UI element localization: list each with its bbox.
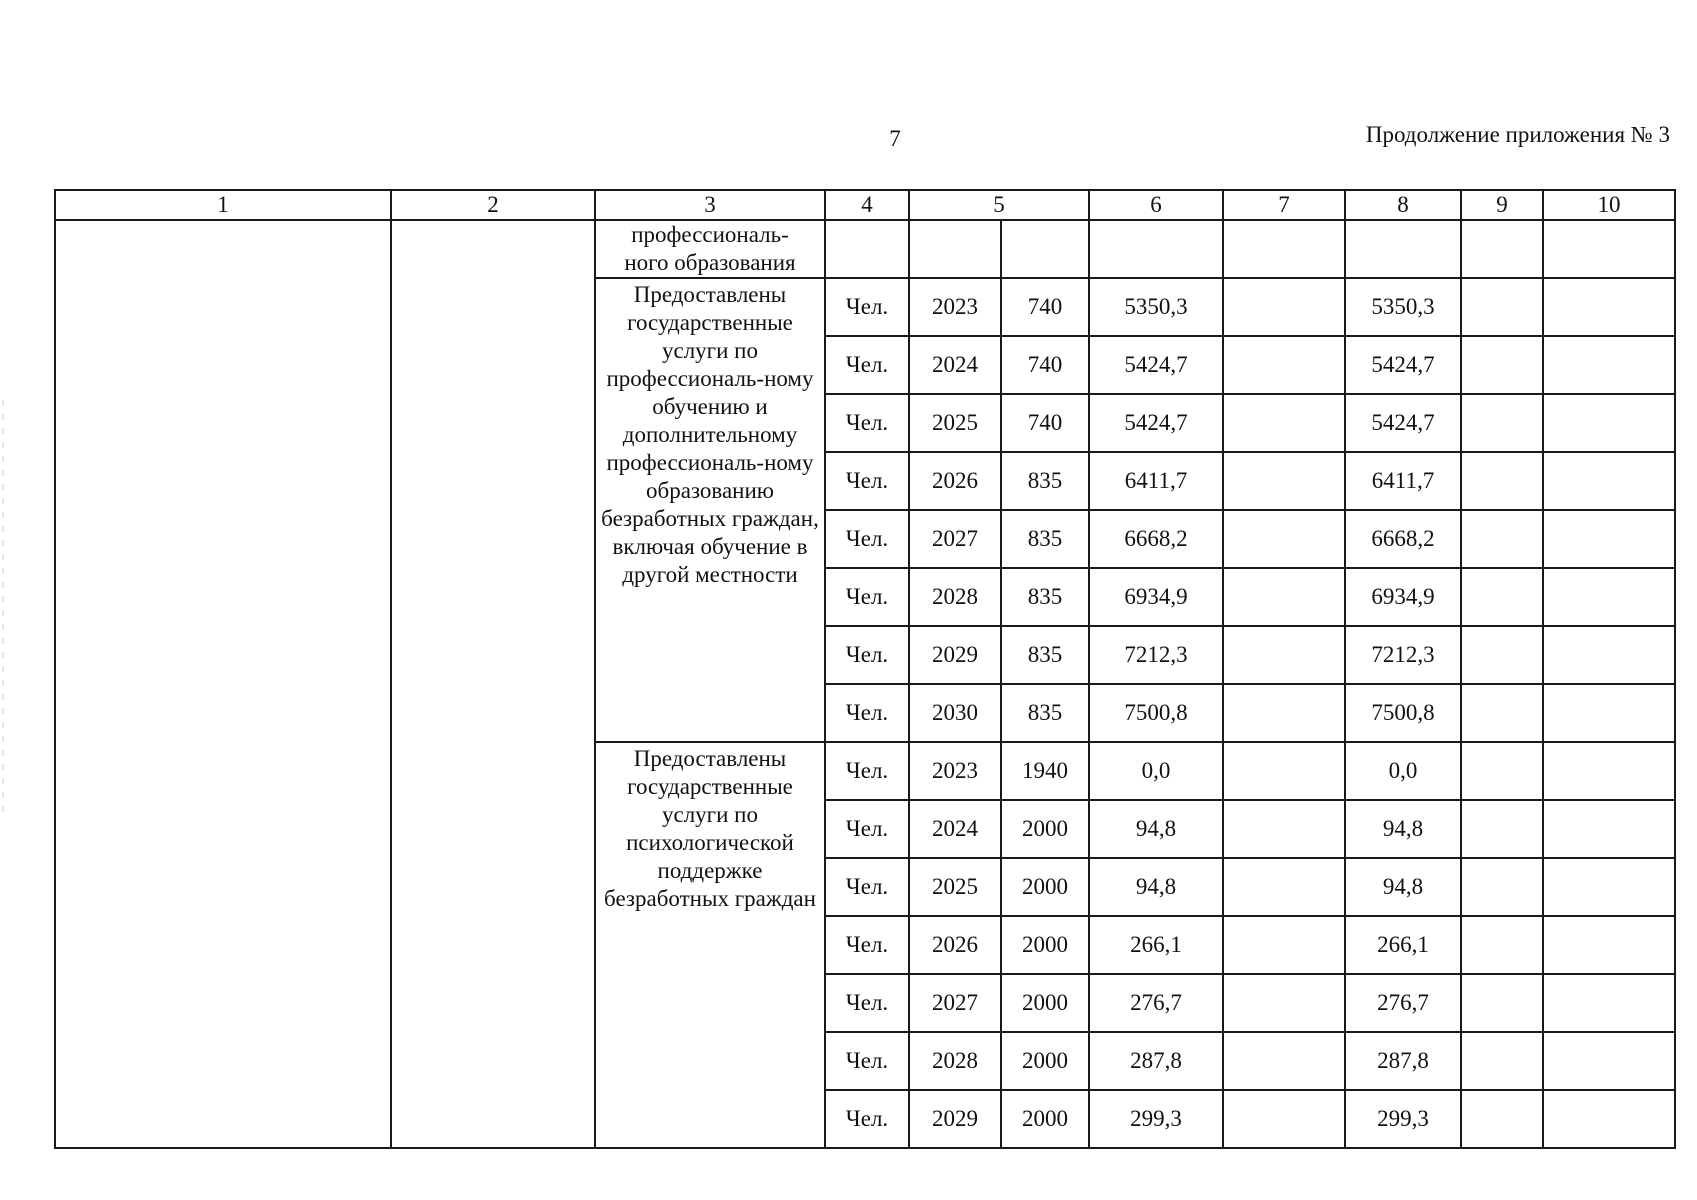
column-header-3: 3 <box>595 190 825 220</box>
table-cell <box>909 220 1001 278</box>
value-cell: 835 <box>1001 568 1089 626</box>
value-cell: 299,3 <box>1345 1090 1461 1148</box>
row-description: Предоставлены государственные услуги по профессиональ-ному обучению и дополнительному профессиональ-ному образованию безработных граждан, включая обучение в другой местности <box>595 278 825 742</box>
year-cell: 2026 <box>909 452 1001 510</box>
table-cell <box>1001 220 1089 278</box>
value-cell <box>1543 452 1675 510</box>
value-cell: 276,7 <box>1345 974 1461 1032</box>
value-cell: 6934,9 <box>1345 568 1461 626</box>
appendix-label: Продолжение приложения № 3 <box>1365 122 1670 147</box>
value-cell: 266,1 <box>1089 916 1223 974</box>
value-cell <box>1461 510 1543 568</box>
unit-cell: Чел. <box>825 800 909 858</box>
value-cell <box>1461 684 1543 742</box>
value-cell <box>1223 568 1345 626</box>
value-cell <box>1223 278 1345 336</box>
unit-cell: Чел. <box>825 1032 909 1090</box>
year-cell: 2024 <box>909 336 1001 394</box>
value-cell <box>1223 1032 1345 1090</box>
year-cell: 2023 <box>909 278 1001 336</box>
year-cell: 2023 <box>909 742 1001 800</box>
value-cell: 835 <box>1001 684 1089 742</box>
value-cell: 94,8 <box>1089 800 1223 858</box>
value-cell <box>1543 568 1675 626</box>
unit-cell: Чел. <box>825 568 909 626</box>
value-cell: 740 <box>1001 336 1089 394</box>
year-cell: 2027 <box>909 510 1001 568</box>
value-cell <box>1543 626 1675 684</box>
value-cell <box>1543 858 1675 916</box>
value-cell: 7212,3 <box>1345 626 1461 684</box>
value-cell: 2000 <box>1001 974 1089 1032</box>
column-header-5: 5 <box>909 190 1089 220</box>
value-cell: 6668,2 <box>1089 510 1223 568</box>
value-cell: 2000 <box>1001 858 1089 916</box>
value-cell <box>1223 916 1345 974</box>
table-cell <box>1461 220 1543 278</box>
unit-cell: Чел. <box>825 336 909 394</box>
value-cell: 266,1 <box>1345 916 1461 974</box>
unit-cell: Чел. <box>825 1090 909 1148</box>
value-cell: 5424,7 <box>1089 394 1223 452</box>
unit-cell: Чел. <box>825 626 909 684</box>
year-cell: 2027 <box>909 974 1001 1032</box>
value-cell: 5424,7 <box>1089 336 1223 394</box>
value-cell <box>1223 974 1345 1032</box>
year-cell: 2028 <box>909 568 1001 626</box>
value-cell: 287,8 <box>1345 1032 1461 1090</box>
value-cell: 0,0 <box>1089 742 1223 800</box>
value-cell <box>1461 336 1543 394</box>
year-cell: 2028 <box>909 1032 1001 1090</box>
unit-cell: Чел. <box>825 916 909 974</box>
table-cell <box>825 220 909 278</box>
table-cell <box>1543 220 1675 278</box>
value-cell <box>1461 974 1543 1032</box>
value-cell: 7500,8 <box>1089 684 1223 742</box>
value-cell <box>1223 394 1345 452</box>
year-cell: 2026 <box>909 916 1001 974</box>
value-cell <box>1543 974 1675 1032</box>
column-header-10: 10 <box>1543 190 1675 220</box>
value-cell <box>1543 278 1675 336</box>
unit-cell: Чел. <box>825 452 909 510</box>
value-cell <box>1543 336 1675 394</box>
unit-cell: Чел. <box>825 684 909 742</box>
value-cell: 6411,7 <box>1089 452 1223 510</box>
column-header-4: 4 <box>825 190 909 220</box>
value-cell <box>1223 510 1345 568</box>
row-description: Предоставлены государственные услуги по психологической поддержке безработных граждан <box>595 742 825 1148</box>
value-cell: 7212,3 <box>1089 626 1223 684</box>
value-cell <box>1223 336 1345 394</box>
continuation-row <box>55 220 1675 278</box>
value-cell <box>1223 684 1345 742</box>
value-cell: 94,8 <box>1345 800 1461 858</box>
value-cell <box>1461 568 1543 626</box>
continuation-text: профессиональ- ного образования <box>595 220 825 278</box>
value-cell <box>1543 916 1675 974</box>
year-cell: 2024 <box>909 800 1001 858</box>
appendix-table <box>54 189 1676 1149</box>
value-cell: 2000 <box>1001 1090 1089 1148</box>
column-header-7: 7 <box>1223 190 1345 220</box>
column-header-6: 6 <box>1089 190 1223 220</box>
value-cell <box>1543 1032 1675 1090</box>
value-cell <box>1543 742 1675 800</box>
table-cell <box>1089 220 1223 278</box>
column-header-9: 9 <box>1461 190 1543 220</box>
value-cell <box>1543 684 1675 742</box>
year-cell: 2025 <box>909 394 1001 452</box>
year-cell: 2029 <box>909 626 1001 684</box>
value-cell <box>1223 742 1345 800</box>
value-cell: 5424,7 <box>1345 394 1461 452</box>
value-cell: 7500,8 <box>1345 684 1461 742</box>
table-cell <box>1223 220 1345 278</box>
page-number: 7 <box>889 126 901 151</box>
value-cell <box>1461 1032 1543 1090</box>
value-cell: 0,0 <box>1345 742 1461 800</box>
column-1-cell <box>55 220 391 1148</box>
unit-cell: Чел. <box>825 510 909 568</box>
value-cell <box>1223 800 1345 858</box>
value-cell: 5350,3 <box>1089 278 1223 336</box>
value-cell: 740 <box>1001 278 1089 336</box>
year-cell: 2025 <box>909 858 1001 916</box>
value-cell: 835 <box>1001 626 1089 684</box>
value-cell: 835 <box>1001 452 1089 510</box>
unit-cell: Чел. <box>825 394 909 452</box>
value-cell <box>1223 1090 1345 1148</box>
value-cell <box>1223 858 1345 916</box>
value-cell <box>1543 800 1675 858</box>
value-cell <box>1543 1090 1675 1148</box>
value-cell: 276,7 <box>1089 974 1223 1032</box>
value-cell <box>1461 800 1543 858</box>
value-cell <box>1461 916 1543 974</box>
value-cell: 5350,3 <box>1345 278 1461 336</box>
value-cell <box>1461 1090 1543 1148</box>
column-header-row <box>55 190 1675 220</box>
value-cell <box>1223 452 1345 510</box>
unit-cell: Чел. <box>825 974 909 1032</box>
value-cell: 835 <box>1001 510 1089 568</box>
value-cell <box>1543 394 1675 452</box>
value-cell <box>1461 394 1543 452</box>
value-cell <box>1461 278 1543 336</box>
unit-cell: Чел. <box>825 278 909 336</box>
column-2-cell <box>391 220 595 1148</box>
unit-cell: Чел. <box>825 858 909 916</box>
column-header-2: 2 <box>391 190 595 220</box>
value-cell: 2000 <box>1001 1032 1089 1090</box>
scan-edge-mark <box>2 400 4 820</box>
column-header-1: 1 <box>55 190 391 220</box>
value-cell <box>1461 626 1543 684</box>
table-cell <box>1345 220 1461 278</box>
value-cell: 94,8 <box>1345 858 1461 916</box>
value-cell: 6934,9 <box>1089 568 1223 626</box>
year-cell: 2029 <box>909 1090 1001 1148</box>
value-cell <box>1461 452 1543 510</box>
value-cell: 6668,2 <box>1345 510 1461 568</box>
column-header-8: 8 <box>1345 190 1461 220</box>
value-cell: 6411,7 <box>1345 452 1461 510</box>
value-cell <box>1223 626 1345 684</box>
unit-cell: Чел. <box>825 742 909 800</box>
value-cell: 94,8 <box>1089 858 1223 916</box>
value-cell <box>1461 742 1543 800</box>
value-cell <box>1543 510 1675 568</box>
value-cell: 287,8 <box>1089 1032 1223 1090</box>
year-cell: 2030 <box>909 684 1001 742</box>
table-body <box>55 220 1675 1148</box>
value-cell <box>1461 858 1543 916</box>
value-cell: 5424,7 <box>1345 336 1461 394</box>
value-cell: 2000 <box>1001 800 1089 858</box>
value-cell: 740 <box>1001 394 1089 452</box>
value-cell: 1940 <box>1001 742 1089 800</box>
value-cell: 299,3 <box>1089 1090 1223 1148</box>
value-cell: 2000 <box>1001 916 1089 974</box>
